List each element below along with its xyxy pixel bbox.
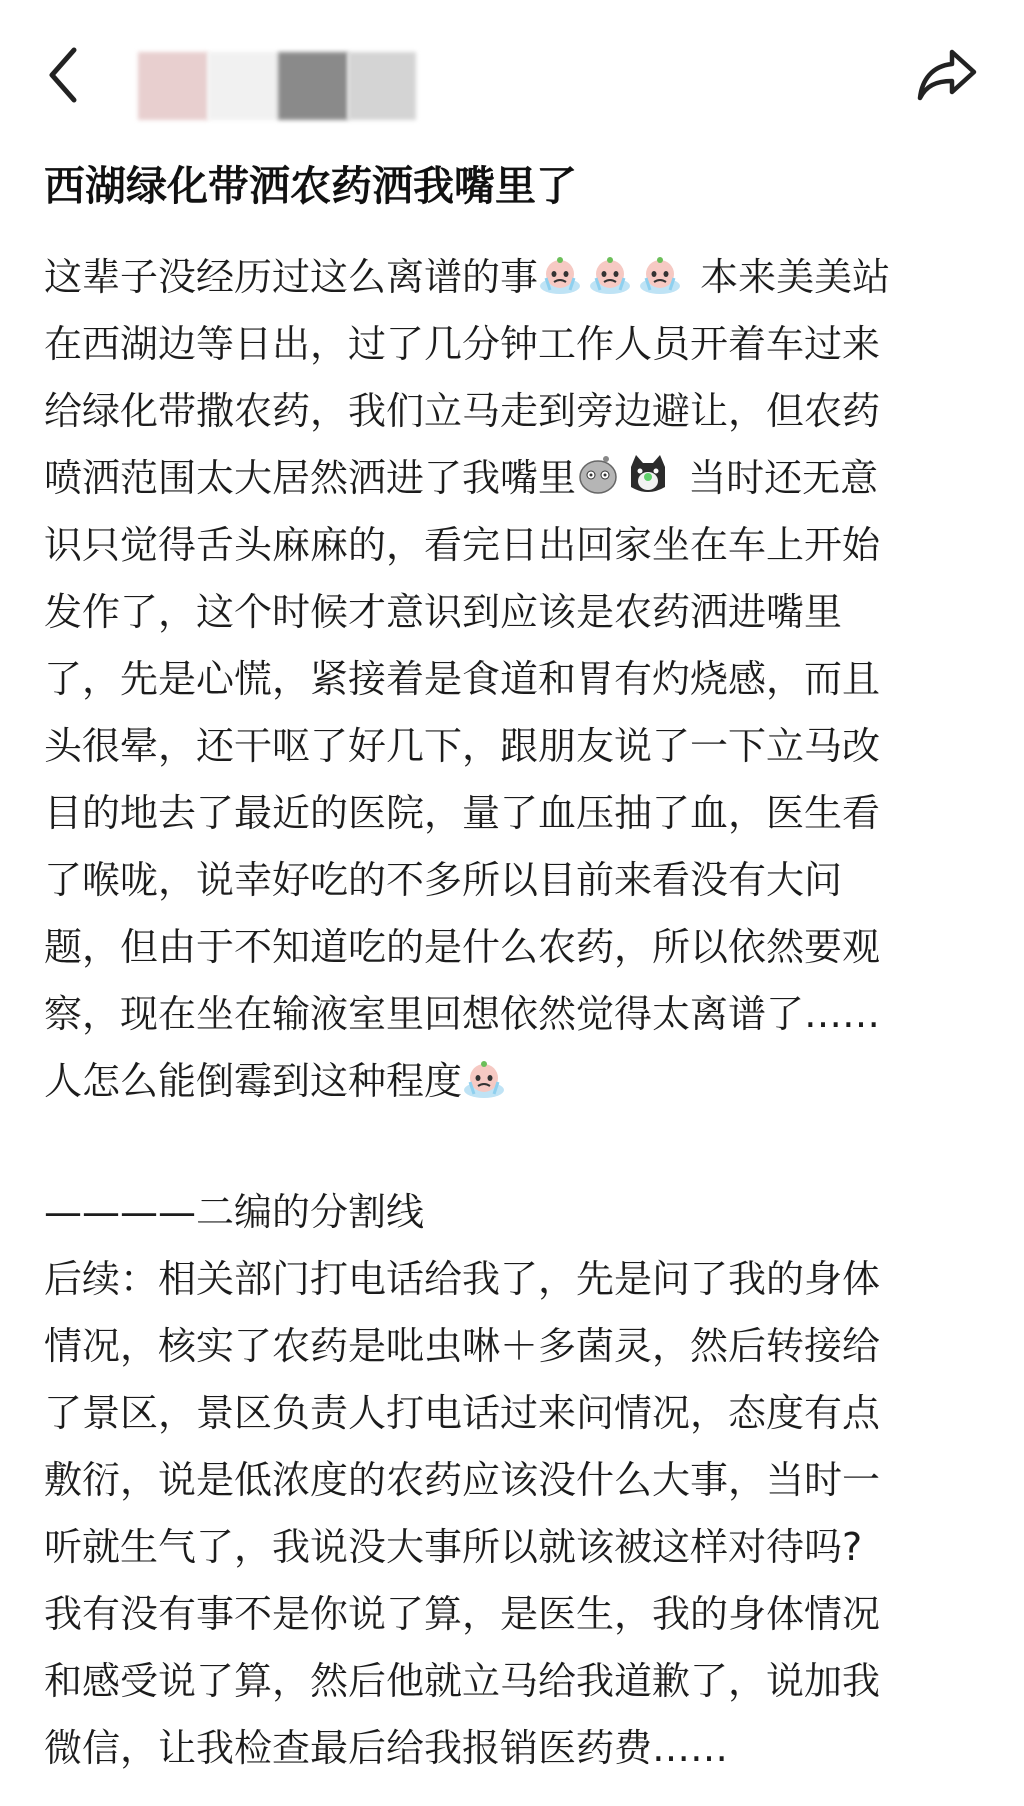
body-text: 本来美美站 (688, 255, 891, 299)
post-title: 西湖绿化带洒农药洒我嘴里了 (44, 162, 577, 210)
body-line: 头很晕，还干呕了好几下，跟朋友说了一下立马改 (44, 724, 881, 768)
body-line: 识只觉得舌头麻麻的，看完日出回家坐在车上开始 (44, 523, 881, 567)
followup-line: 听就生气了，我说没大事所以就该被这样对待吗? (44, 1525, 863, 1569)
body-line (44, 445, 984, 512)
body-line (44, 244, 984, 311)
blur-block (278, 52, 348, 120)
crying-face-emoji (462, 1056, 506, 1100)
followup-line: 后续：相关部门打电话给我了，先是问了我的身体 (44, 1257, 881, 1301)
body-line: 在西湖边等日出，过了几分钟工作人员开着车过来 (44, 322, 881, 366)
divider-line: ————二编的分割线 (44, 1190, 425, 1234)
crying-face-emoji (588, 252, 632, 296)
followup-line: 情况，核实了农药是吡虫啉＋多菌灵，然后转接给 (44, 1324, 881, 1368)
post-body (44, 244, 984, 1115)
body-line: 发作了，这个时候才意识到应该是农药洒进嘴里 (44, 590, 843, 634)
body-text: 当时还无意 (676, 456, 879, 500)
followup-line: 和感受说了算，然后他就立马给我道歉了，说加我 (44, 1659, 881, 1703)
blur-block (208, 52, 278, 120)
back-button[interactable] (40, 42, 88, 108)
body-line: 题，但由于不知道吃的是什么农药，所以依然要观 (44, 925, 881, 969)
blur-block (348, 52, 416, 120)
followup-section (44, 1179, 984, 1782)
top-nav-bar (0, 0, 1024, 150)
blurred-author-info (138, 52, 416, 120)
followup-line: 微信，让我检查最后给我报销医药费…… (44, 1726, 729, 1770)
body-line: 目的地去了最近的医院，量了血压抽了血，医生看 (44, 791, 881, 835)
body-line (44, 1048, 984, 1115)
body-line: 了，先是心慌，紧接着是食道和胃有灼烧感，而且 (44, 657, 881, 701)
body-text: 喷洒范围太大居然洒进了我嘴里 (44, 456, 577, 500)
followup-line: 我有没有事不是你说了算，是医生，我的身体情况 (44, 1592, 881, 1636)
paragraph-gap (44, 1115, 984, 1179)
followup-line: 敷衍，说是低浓度的农药应该没什么大事，当时一 (44, 1458, 881, 1502)
body-line: 察，现在坐在输液室里回想依然觉得太离谱了…… (44, 992, 881, 1036)
post-content (44, 150, 984, 1782)
chevron-left-icon (40, 42, 88, 108)
cat-face-emoji (626, 453, 670, 497)
body-text: 人怎么能倒霉到这种程度 (44, 1059, 463, 1103)
body-line: 给绿化带撒农药，我们立马走到旁边避让，但农药 (44, 389, 881, 433)
blur-block (138, 52, 208, 120)
gray-blob-face-emoji (576, 453, 620, 497)
body-text: 这辈子没经历过这么离谱的事 (44, 255, 539, 299)
body-line: 了喉咙，说幸好吃的不多所以目前来看没有大问 (44, 858, 843, 902)
followup-line: 了景区，景区负责人打电话过来问情况，态度有点 (44, 1391, 881, 1435)
crying-face-emoji (538, 252, 582, 296)
share-arrow-icon (914, 44, 980, 106)
crying-face-emoji (638, 252, 682, 296)
share-button[interactable] (914, 44, 980, 106)
